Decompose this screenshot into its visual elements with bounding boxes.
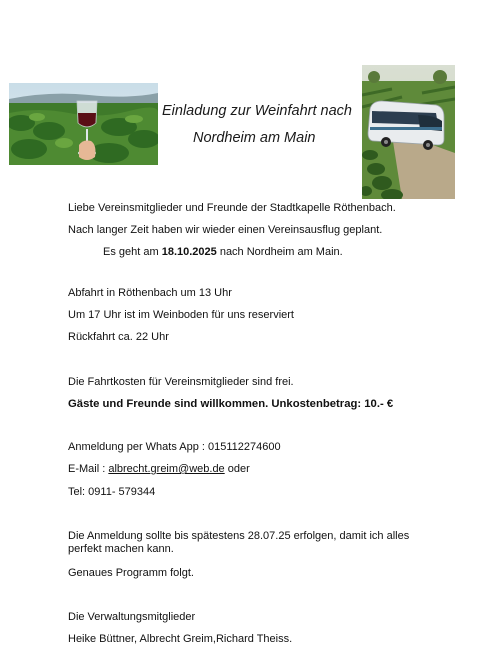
event-date: 18.10.2025	[161, 246, 217, 258]
date-line	[103, 246, 343, 259]
email-suffix: oder	[224, 463, 250, 475]
email-label: E-Mail :	[68, 463, 109, 475]
date-prefix: Es geht am	[103, 246, 162, 258]
email-line	[68, 463, 250, 476]
return-text: Rückfahrt ca. 22 Uhr	[68, 331, 169, 343]
signoff-names: Heike Büttner, Albrecht Greim,Richard Theiss.	[68, 633, 293, 645]
program-text: Genaues Programm folgt.	[68, 567, 194, 579]
email-link[interactable]: albrecht.greim@web.de	[108, 463, 225, 475]
intro-text: Nach langer Zeit haben wir wieder einen Vereinsausflug geplant.	[68, 224, 383, 236]
title-line-1: Einladung zur Weinfahrt nach	[162, 103, 352, 119]
reservation-text: Um 17 Uhr ist im Weinboden für uns reserviert	[68, 309, 294, 321]
whatsapp-text: Anmeldung per Whats App : 015112274600	[68, 441, 281, 453]
title-line-2: Nordheim am Main	[193, 130, 316, 146]
greeting-text: Liebe Vereinsmitglieder und Freunde der Stadtkapelle Röthenbach.	[68, 202, 396, 214]
phone-text: Tel: 0911- 579344	[68, 486, 156, 498]
departure-text: Abfahrt in Röthenbach um 13 Uhr	[68, 287, 232, 299]
costs-guests-text: Gäste und Freunde sind willkommen. Unkostenbetrag: 10.- €	[68, 398, 394, 410]
bus-in-vineyard-image	[362, 65, 455, 199]
deadline-text: Die Anmeldung sollte bis spätestens 28.07.25 erfolgen, damit ich alles perfekt machen kann.	[68, 530, 410, 555]
vineyard-wine-glass-image	[9, 83, 158, 165]
signoff-title: Die Verwaltungsmitglieder	[68, 611, 196, 623]
date-suffix: nach Nordheim am Main.	[216, 246, 343, 258]
costs-members-text: Die Fahrtkosten für Vereinsmitglieder sind frei.	[68, 376, 294, 388]
